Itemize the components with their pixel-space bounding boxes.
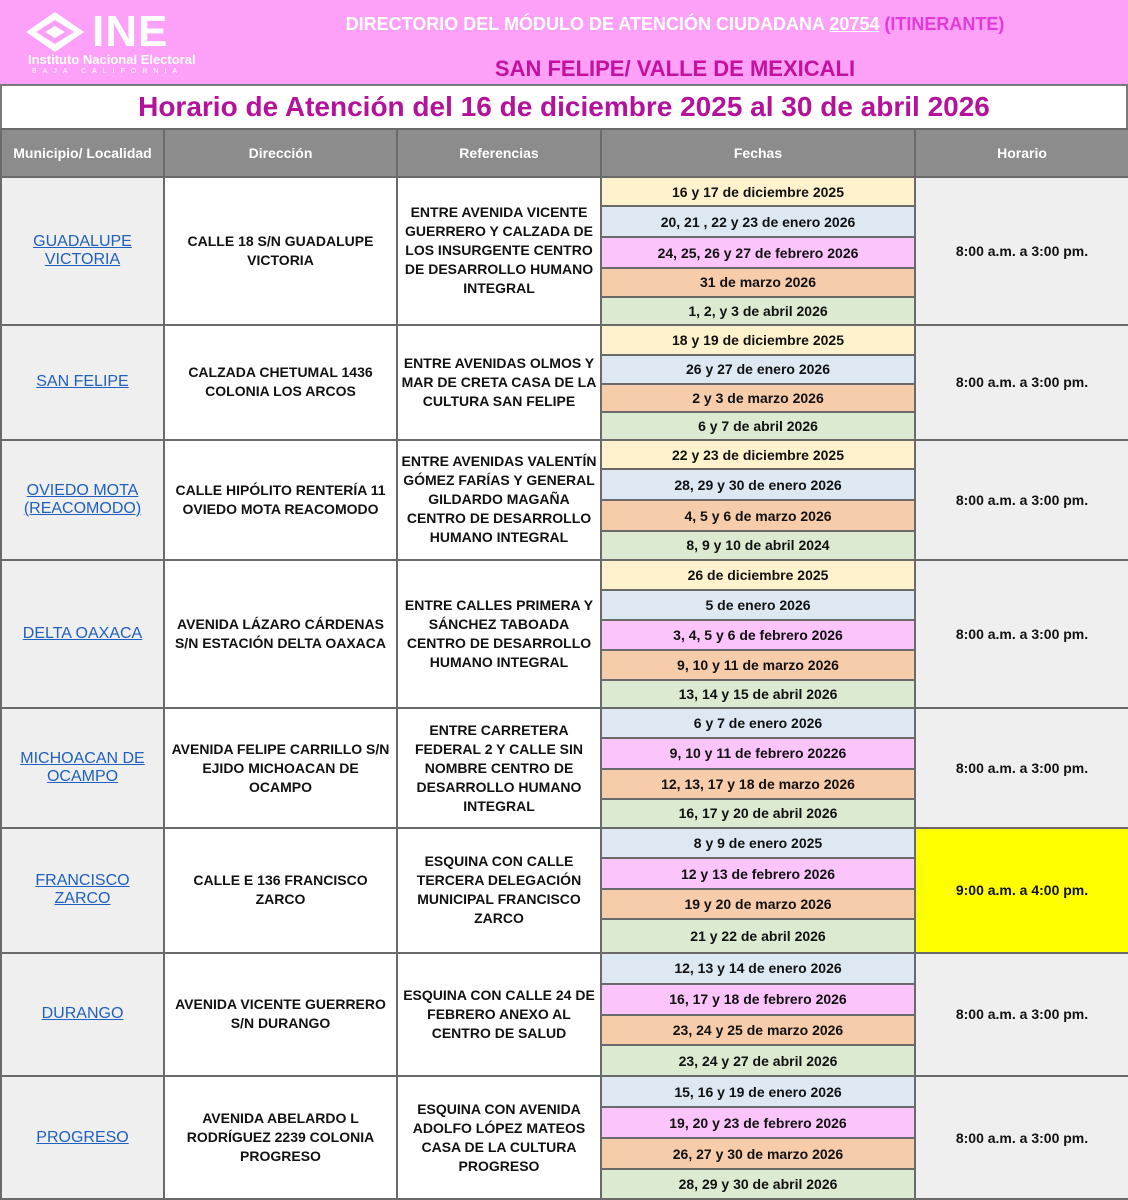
- fecha-cell: 12, 13 y 14 de enero 2026: [601, 953, 915, 984]
- itinerant-label: ITINERANTE: [890, 14, 999, 34]
- horario-cell: 8:00 a.m. a 3:00 pm.: [915, 953, 1128, 1077]
- fecha-cell: 3, 4, 5 y 6 de febrero 2026: [601, 620, 915, 650]
- direccion-cell: AVENIDA LÁZARO CÁRDENAS S/N ESTACIÓN DELTA OAXACA: [164, 560, 397, 709]
- referencias-cell: ENTRE AVENIDAS VALENTÍN GÓMEZ FARÍAS Y GENERAL GILDARDO MAGAÑA CENTRO DE DESARROLLO HUMANO INTEGRAL: [397, 440, 601, 560]
- fecha-cell: 18 y 19 de diciembre 2025: [601, 325, 915, 355]
- municipio-link[interactable]: DELTA OAXACA: [1, 560, 164, 709]
- horario-cell: 8:00 a.m. a 3:00 pm.: [915, 325, 1128, 441]
- column-header-horario: Horario: [915, 129, 1128, 177]
- municipio-link[interactable]: FRANCISCO ZARCO: [1, 828, 164, 953]
- fecha-cell: 9, 10 y 11 de marzo 2026: [601, 650, 915, 680]
- table-row: [1, 177, 1128, 206]
- table-row: [1, 953, 1128, 984]
- fecha-cell: 26 y 27 de enero 2026: [601, 355, 915, 384]
- fecha-cell: 23, 24 y 27 de abril 2026: [601, 1045, 915, 1076]
- module-number: 20754: [829, 14, 880, 34]
- referencias-cell: ENTRE CARRETERA FEDERAL 2 Y CALLE SIN NOMBRE CENTRO DE DESARROLLO HUMANO INTEGRAL: [397, 708, 601, 828]
- table-row: [1, 440, 1128, 469]
- fecha-cell: 20, 21 , 22 y 23 de enero 2026: [601, 206, 915, 237]
- fecha-cell: 5 de enero 2026: [601, 590, 915, 620]
- fecha-cell: 12, 13, 17 y 18 de marzo 2026: [601, 769, 915, 799]
- fecha-cell: 8 y 9 de enero 2025: [601, 828, 915, 858]
- municipio-link[interactable]: PROGRESO: [1, 1076, 164, 1199]
- direccion-cell: AVENIDA VICENTE GUERRERO S/N DURANGO: [164, 953, 397, 1077]
- horario-cell: 8:00 a.m. a 3:00 pm.: [915, 440, 1128, 560]
- horario-cell: 8:00 a.m. a 3:00 pm.: [915, 1076, 1128, 1199]
- horario-cell: 8:00 a.m. a 3:00 pm.: [915, 177, 1128, 325]
- fecha-cell: 26 de diciembre 2025: [601, 560, 915, 590]
- fecha-cell: 15, 16 y 19 de enero 2026: [601, 1076, 915, 1107]
- fecha-cell: 6 y 7 de enero 2026: [601, 708, 915, 737]
- schedule-table: [0, 128, 1128, 1200]
- table-row: [1, 828, 1128, 858]
- municipio-link[interactable]: SAN FELIPE: [1, 325, 164, 441]
- schedule-table-body: [1, 177, 1128, 1199]
- referencias-cell: ENTRE CALLES PRIMERA Y SÁNCHEZ TABOADA CENTRO DE DESARROLLO HUMANO INTEGRAL: [397, 560, 601, 709]
- fecha-cell: 9, 10 y 11 de febrero 20226: [601, 738, 915, 769]
- column-header-municipio: Municipio/ Localidad: [1, 129, 164, 177]
- fecha-cell: 23, 24 y 25 de marzo 2026: [601, 1015, 915, 1045]
- table-header-row: [1, 129, 1128, 177]
- fecha-cell: 12 y 13 de febrero 2026: [601, 858, 915, 889]
- referencias-cell: ENTRE AVENIDA VICENTE GUERRERO Y CALZADA DE LOS INSURGENTE CENTRO DE DESARROLLO HUMANO INTEGRAL: [397, 177, 601, 325]
- fecha-cell: 8, 9 y 10 de abril 2024: [601, 531, 915, 560]
- fecha-cell: 16, 17 y 18 de febrero 2026: [601, 984, 915, 1015]
- fecha-cell: 28, 29 y 30 de abril 2026: [601, 1169, 915, 1199]
- logo-subtitle: Instituto Nacional Electoral: [28, 52, 196, 67]
- ine-logo: [22, 8, 227, 80]
- fecha-cell: 6 y 7 de abril 2026: [601, 412, 915, 440]
- fecha-cell: 26, 27 y 30 de marzo 2026: [601, 1138, 915, 1168]
- table-row: [1, 560, 1128, 590]
- horario-cell: 8:00 a.m. a 3:00 pm.: [915, 560, 1128, 709]
- referencias-cell: ESQUINA CON CALLE 24 DE FEBRERO ANEXO AL CENTRO DE SALUD: [397, 953, 601, 1077]
- fecha-cell: 19 y 20 de marzo 2026: [601, 889, 915, 919]
- municipio-link[interactable]: GUADALUPE VICTORIA: [1, 177, 164, 325]
- table-row: [1, 325, 1128, 355]
- directory-title: [230, 14, 1120, 35]
- municipio-link[interactable]: MICHOACAN DE OCAMPO: [1, 708, 164, 828]
- direccion-cell: CALZADA CHETUMAL 1436 COLONIA LOS ARCOS: [164, 325, 397, 441]
- municipio-link[interactable]: OVIEDO MOTA (REACOMODO): [1, 440, 164, 560]
- schedule-title: Horario de Atención del 16 de diciembre 2025 al 30 de abril 2026: [0, 86, 1128, 128]
- table-row: [1, 1076, 1128, 1107]
- horario-cell: 9:00 a.m. a 4:00 pm.: [915, 828, 1128, 953]
- fecha-cell: 22 y 23 de diciembre 2025: [601, 440, 915, 469]
- logo-wordmark: INE: [92, 7, 169, 56]
- title-prefix: DIRECTORIO DEL MÓDULO DE ATENCIÓN CIUDADANA: [345, 14, 830, 34]
- column-header-direccion: Dirección: [164, 129, 397, 177]
- fecha-cell: 4, 5 y 6 de marzo 2026: [601, 500, 915, 530]
- page-header: [0, 0, 1128, 86]
- logo-state: BAJA CALIFORNIA: [32, 68, 184, 75]
- ine-emblem-icon: [24, 10, 86, 54]
- fecha-cell: 2 y 3 de marzo 2026: [601, 384, 915, 412]
- referencias-cell: ESQUINA CON CALLE TERCERA DELEGACIÓN MUNICIPAL FRANCISCO ZARCO: [397, 828, 601, 953]
- horario-cell: 8:00 a.m. a 3:00 pm.: [915, 708, 1128, 828]
- fecha-cell: 28, 29 y 30 de enero 2026: [601, 469, 915, 500]
- region-subtitle: SAN FELIPE/ VALLE DE MEXICALI: [494, 56, 856, 81]
- fecha-cell: 16, 17 y 20 de abril 2026: [601, 799, 915, 828]
- column-header-fechas: Fechas: [601, 129, 915, 177]
- fecha-cell: 24, 25, 26 y 27 de febrero 2026: [601, 237, 915, 268]
- direccion-cell: CALLE E 136 FRANCISCO ZARCO: [164, 828, 397, 953]
- title-open: (: [879, 14, 891, 34]
- column-header-referencias: Referencias: [397, 129, 601, 177]
- fecha-cell: 19, 20 y 23 de febrero 2026: [601, 1107, 915, 1138]
- direccion-cell: CALLE HIPÓLITO RENTERÍA 11 OVIEDO MOTA REACOMODO: [164, 440, 397, 560]
- title-close: ): [998, 14, 1005, 34]
- municipio-link[interactable]: DURANGO: [1, 953, 164, 1077]
- fecha-cell: 31 de marzo 2026: [601, 268, 915, 296]
- direccion-cell: AVENIDA ABELARDO L RODRÍGUEZ 2239 COLONIA PROGRESO: [164, 1076, 397, 1199]
- direccion-cell: CALLE 18 S/N GUADALUPE VICTORIA: [164, 177, 397, 325]
- referencias-cell: ENTRE AVENIDAS OLMOS Y MAR DE CRETA CASA DE LA CULTURA SAN FELIPE: [397, 325, 601, 441]
- fecha-cell: 21 y 22 de abril 2026: [601, 919, 915, 952]
- table-row: [1, 708, 1128, 737]
- fecha-cell: 16 y 17 de diciembre 2025: [601, 177, 915, 206]
- fecha-cell: 13, 14 y 15 de abril 2026: [601, 680, 915, 708]
- referencias-cell: ESQUINA CON AVENIDA ADOLFO LÓPEZ MATEOS CASA DE LA CULTURA PROGRESO: [397, 1076, 601, 1199]
- direccion-cell: AVENIDA FELIPE CARRILLO S/N EJIDO MICHOACAN DE OCAMPO: [164, 708, 397, 828]
- fecha-cell: 1, 2, y 3 de abril 2026: [601, 297, 915, 325]
